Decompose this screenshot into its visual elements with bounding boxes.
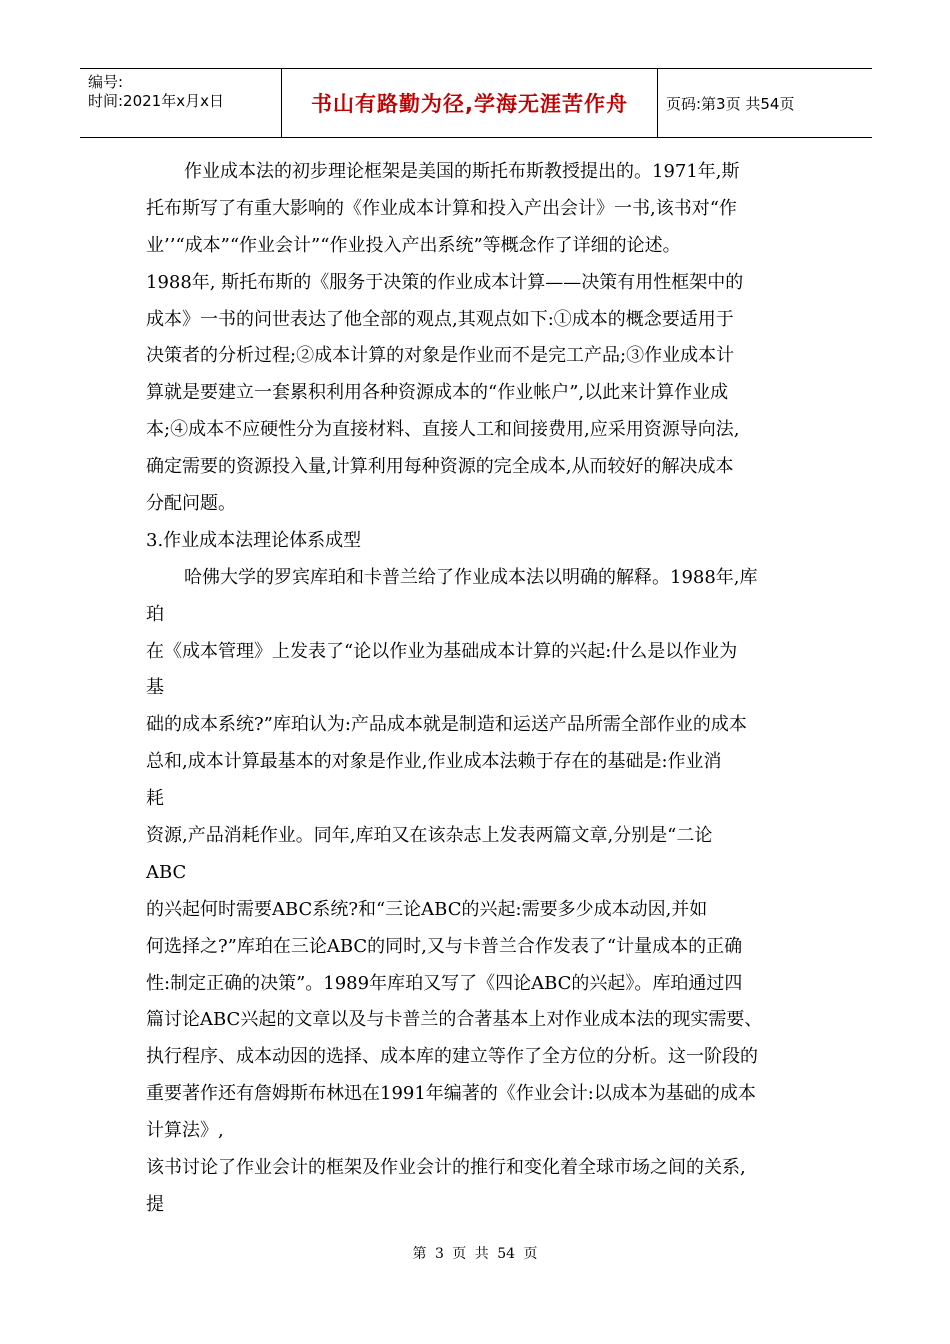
body-line: 总和,成本计算最基本的对象是作业,作业成本法赖于存在的基础是:作业消 bbox=[146, 751, 722, 773]
body-line: 耗 bbox=[146, 788, 164, 810]
body-line: 业’’“成本”“作业会计”“作业投入产出系统”等概念作了详细的论述。 bbox=[146, 234, 681, 256]
body-line: 基 bbox=[146, 677, 164, 699]
time-label: 时间:2021年x月x日 bbox=[88, 92, 224, 110]
document-body bbox=[146, 154, 816, 1224]
header-motto: 书山有路勤为径,学海无涯苦作舟 bbox=[282, 69, 658, 137]
header-meta bbox=[80, 69, 282, 137]
body-line: 础的成本系统?”库珀认为:产品成本就是制造和运送产品所需全部作业的成本 bbox=[146, 714, 747, 736]
body-line: 决策者的分析过程;②成本计算的对象是作业而不是完工产品;③作业成本计 bbox=[146, 345, 735, 367]
body-line: 计算法》, bbox=[146, 1120, 224, 1142]
page-header bbox=[80, 68, 872, 138]
body-line: 提 bbox=[146, 1193, 164, 1215]
body-line: 哈佛大学的罗宾库珀和卡普兰给了作业成本法以明确的解释。1988年,库 bbox=[184, 566, 758, 588]
body-line: 珀 bbox=[146, 603, 164, 625]
body-line: 1988年, 斯托布斯的《服务于决策的作业成本计算——决策有用性框架中的 bbox=[146, 271, 744, 293]
body-line: 托布斯写了有重大影响的《作业成本计算和投入产出会计》一书,该书对“作 bbox=[146, 197, 737, 219]
body-line: 资源,产品消耗作业。同年,库珀又在该杂志上发表两篇文章,分别是“二论 bbox=[146, 825, 713, 847]
body-line: ABC bbox=[146, 861, 187, 883]
body-line: 在《成本管理》上发表了“论以作业为基础成本计算的兴起:什么是以作业为 bbox=[146, 640, 738, 662]
body-line: 该书讨论了作业会计的框架及作业会计的推行和变化着全球市场之间的关系, bbox=[146, 1157, 746, 1179]
body-line: 的兴起何时需要ABC系统?和“三论ABC的兴起:需要多少成本动因,并如 bbox=[146, 898, 708, 920]
body-line: 作业成本法的初步理论框架是美国的斯托布斯教授提出的。1971年,斯 bbox=[184, 161, 740, 182]
body-line: 重要著作还有詹姆斯布林迅在1991年编著的《作业会计:以成本为基础的成本 bbox=[146, 1083, 756, 1105]
body-line: 算就是要建立一套累积利用各种资源成本的“作业帐户”,以此来计算作业成 bbox=[146, 382, 729, 404]
body-line: 何选择之?”库珀在三论ABC的同时,又与卡普兰合作发表了“计量成本的正确 bbox=[146, 935, 743, 957]
number-label: 编号: bbox=[88, 73, 124, 91]
body-line: 成本》一书的问世表达了他全部的观点,其观点如下:①成本的概念要适用于 bbox=[146, 308, 734, 330]
body-line: 确定需要的资源投入量,计算利用每种资源的完全成本,从而较好的解决成本 bbox=[146, 456, 734, 478]
body-line: 本;④成本不应硬性分为直接材料、直接人工和间接费用,应采用资源导向法, bbox=[146, 419, 740, 441]
body-line: 执行程序、成本动因的选择、成本库的建立等作了全方位的分析。这一阶段的 bbox=[146, 1046, 758, 1068]
header-page-info: 页码:第3页 共54页 bbox=[666, 94, 795, 113]
body-line: 分配问题。 bbox=[146, 493, 236, 515]
body-line: 篇讨论ABC兴起的文章以及与卡普兰的合著基本上对作业成本法的现实需要、 bbox=[146, 1009, 763, 1031]
body-line: 性:制定正确的决策”。1989年库珀又写了《四论ABC的兴起》。库珀通过四 bbox=[146, 972, 743, 994]
section-heading: 3.作业成本法理论体系成型 bbox=[146, 529, 362, 551]
page-footer: 第 3 页 共 54 页 bbox=[412, 1246, 538, 1262]
